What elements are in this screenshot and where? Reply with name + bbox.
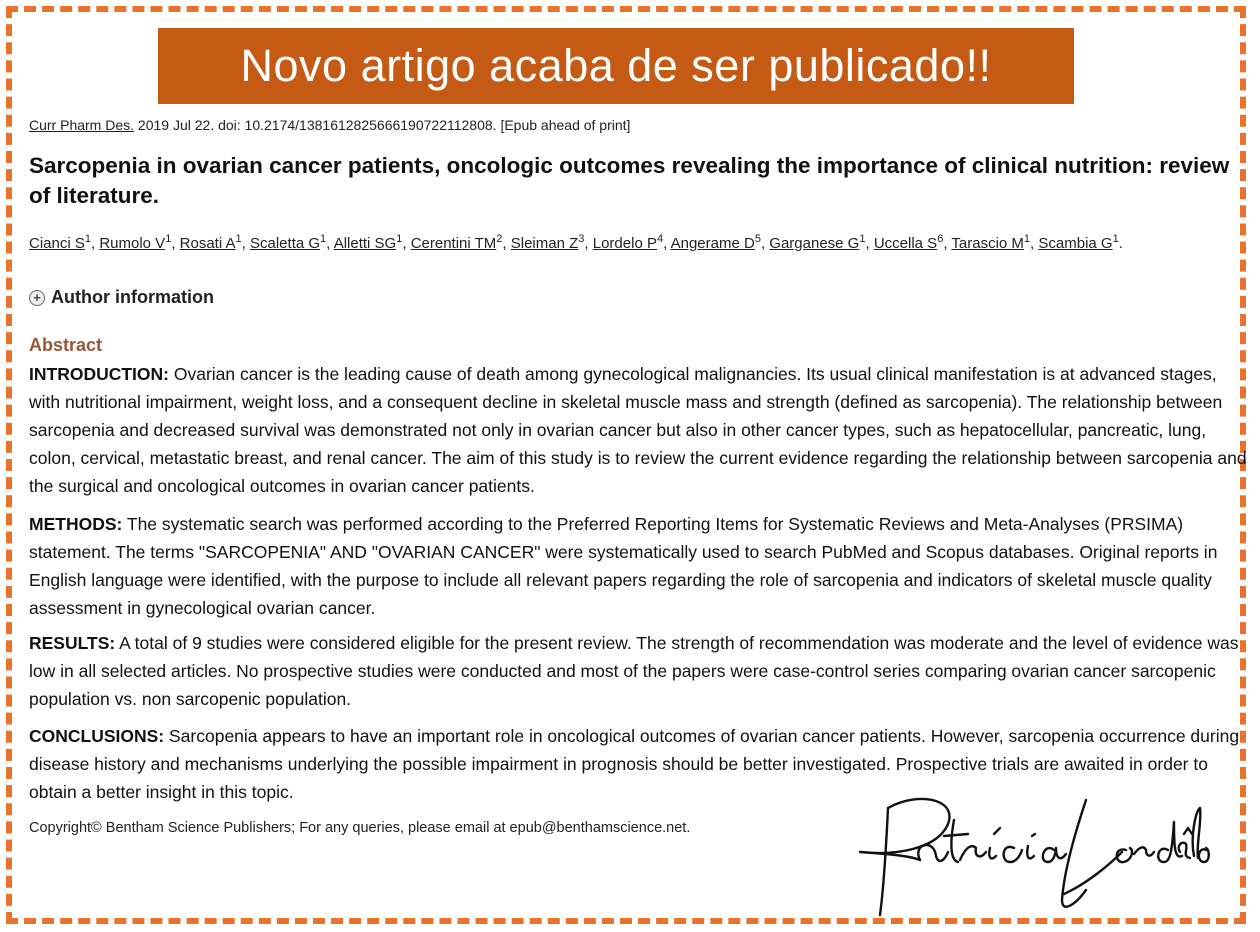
copyright-notice: Copyright© Bentham Science Publishers; For any queries, please email at epub@benthamscience.net. [29, 820, 691, 836]
author-link[interactable]: Lordelo P [592, 235, 657, 252]
abstract-results [29, 629, 1249, 713]
introduction-label: INTRODUCTION: [29, 364, 169, 384]
author-affiliation-number: 5 [754, 233, 761, 245]
author-link[interactable]: Garganese G [769, 235, 860, 252]
author-entry [334, 235, 403, 252]
conclusions-text: Sarcopenia appears to have an important role in oncological outcomes of ovarian cancer patients. However, sarcopenia occurrence during disease history and mechanisms underlying the possible impairment in prognosis should be better investigated. Prospective trials are awaited in order to obtain a better insight in this topic. [29, 726, 1240, 802]
author-link[interactable]: Angerame D [670, 235, 755, 252]
author-affiliation-number: 1 [165, 233, 172, 245]
journal-link[interactable]: Curr Pharm Des. [29, 117, 135, 133]
conclusions-label: CONCLUSIONS: [29, 726, 165, 746]
author-link[interactable]: Rosati A [179, 235, 236, 252]
handwritten-signature [850, 790, 1210, 920]
citation-details: 2019 Jul 22. doi: 10.2174/1381612825666190722112808. [Epub ahead of print] [134, 117, 631, 133]
author-entry [511, 235, 585, 252]
author-entry [99, 235, 171, 252]
author-affiliation-number: 1 [84, 233, 91, 245]
author-affiliation-number: 1 [396, 233, 403, 245]
methods-text: The systematic search was performed according to the Preferred Reporting Items for Systematic Reviews and Meta-Analyses (PRSIMA) statement. The terms "SARCOPENIA" AND "OVARIAN CANCER" were systematically used to search PubMed and Scopus databases. Original reports in English language were identified, with the purpose to include all relevant papers regarding the role of sarcopenia and indicators of skeletal muscle quality assessment in gynecological ovarian cancer. [29, 514, 1218, 618]
author-entry [1038, 235, 1118, 252]
author-link[interactable]: Cianci S [29, 235, 85, 252]
author-information-toggle[interactable] [29, 287, 214, 308]
author-affiliation-number: 3 [578, 233, 585, 245]
author-affiliation-number: 1 [1112, 233, 1119, 245]
author-link[interactable]: Alletti SG [333, 235, 397, 252]
author-link[interactable]: Uccella S [873, 235, 938, 252]
abstract-introduction [29, 360, 1249, 500]
author-list: Cianci $S^1$, Rumolo $V^1$, Rosati $A^1$, Scaletta $G^1$, Alletti $SG^1$, Cerentini $TM^2$, Sleiman $Z^3$, Lordelo $P^4$, Angerame $D^5$, Garganese $G^1$, Uccella $S^6$, Tarascio $M^1$, Scambia $G^1$. [29, 233, 1123, 252]
author-entry [250, 235, 326, 252]
results-label: RESULTS: [29, 633, 116, 653]
author-link[interactable]: Cerentini TM [410, 235, 497, 252]
author-affiliation-number: 6 [937, 233, 944, 245]
author-affiliation-number: 1 [859, 233, 866, 245]
author-affiliation-number: 1 [320, 233, 327, 245]
author-affiliation-number: 4 [656, 233, 664, 245]
results-text: A total of 9 studies were considered eligible for the present review. The strength of recommendation was moderate and the level of evidence was low in all selected articles. No prospective studies were conducted and most of the papers were case-control series comparing ovarian cancer sarcopenic population vs. non sarcopenic population. [29, 633, 1239, 709]
author-link[interactable]: Scambia G [1038, 235, 1113, 252]
author-entry [874, 235, 943, 252]
author-link[interactable]: Tarascio M [951, 235, 1024, 252]
author-link[interactable]: Scaletta G [250, 235, 321, 252]
author-affiliation-number: 2 [496, 233, 503, 245]
introduction-text: Ovarian cancer is the leading cause of death among gynecological malignancies. Its usual clinical manifestation is at advanced stages, with nutritional impairment, weight loss, and a consequent decline in skeletal muscle mass and strength (defined as sarcopenia). The relationship between sarcopenia and decreased survival was demonstrated not only in ovarian cancer but also in other cancer types, such as hepatocellular, pancreatic, lung, colon, cervical, metastatic breast, and renal cancer. The aim of this study is to review the current evidence regarding the relationship between sarcopenia and the surgical and oncological outcomes in ovarian cancer patients. [29, 364, 1247, 496]
methods-label: METHODS: [29, 514, 123, 534]
citation-line [29, 117, 630, 133]
author-link[interactable]: Rumolo V [99, 235, 166, 252]
author-affiliation-number: 1 [235, 233, 242, 245]
author-information-label: Author information [51, 287, 214, 307]
author-entry [29, 235, 91, 252]
announcement-banner: Novo artigo acaba de ser publicado!! [158, 28, 1074, 104]
author-entry [951, 235, 1030, 252]
author-entry [671, 235, 761, 252]
article-title: Sarcopenia in ovarian cancer patients, oncologic outcomes revealing the importance of clinical nutrition: review of literature. [29, 153, 1230, 208]
author-entry [593, 235, 663, 252]
author-affiliation-number: 1 [1023, 233, 1031, 245]
abstract-methods [29, 510, 1249, 622]
abstract-heading: Abstract [29, 335, 103, 355]
author-link[interactable]: Sleiman Z [510, 235, 579, 252]
author-entry [769, 235, 865, 252]
author-entry [411, 235, 503, 252]
author-entry [180, 235, 242, 252]
expand-plus-icon[interactable]: + [29, 290, 45, 306]
